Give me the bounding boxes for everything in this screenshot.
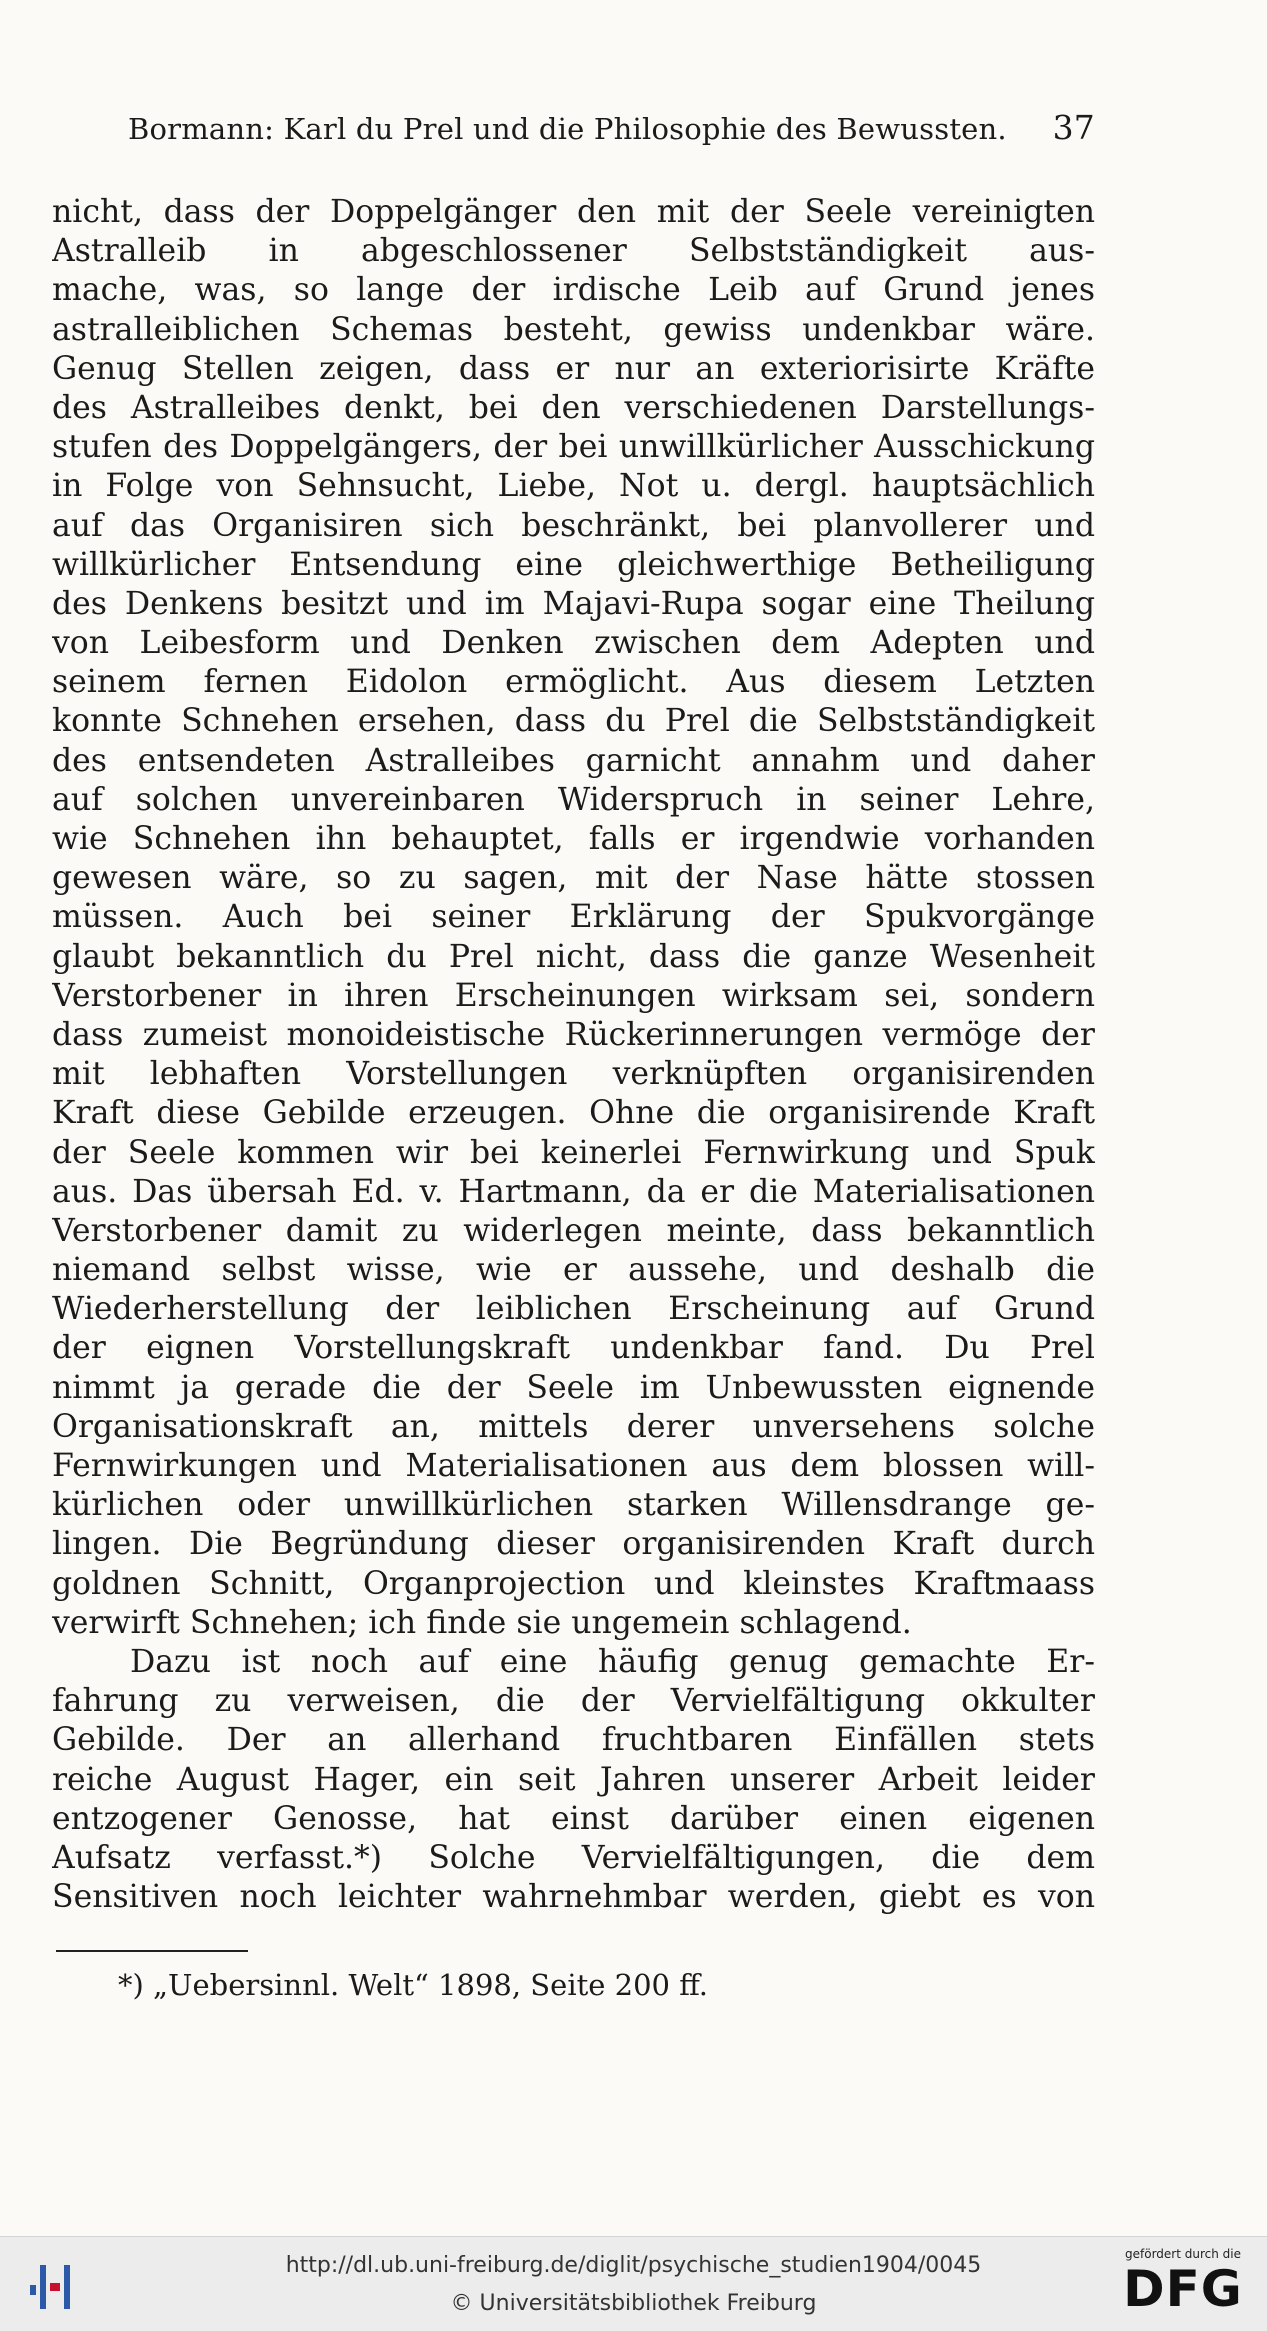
viewer-footer <box>0 2236 1267 2331</box>
text-line: glaubt bekanntlich du Prel nicht, dass die ganze Wesenheit <box>52 938 1095 975</box>
text-line: der eignen Vorstellungskraft undenkbar fand. Du Prel <box>52 1330 1095 1367</box>
footnote: *) „Uebersinnl. Welt“ 1898, Seite 200 ff. <box>118 1968 708 2002</box>
page-number: 37 <box>1052 108 1095 147</box>
text-line: Genug Stellen zeigen, dass er nur an exteriorisirte Kräfte <box>52 350 1095 387</box>
text-line: von Leibesform und Denken zwischen dem Adepten und <box>52 625 1095 662</box>
text-line: lingen. Die Begründung dieser organisirenden Kraft durch <box>52 1526 1095 1563</box>
dfg-logo <box>1117 2245 1249 2325</box>
text-line: nimmt ja gerade die der Seele im Unbewussten eignende <box>52 1369 1095 1406</box>
text-line: goldnen Schnitt, Organprojection und kleinstes Kraftmaass <box>52 1565 1095 1602</box>
text-line: des entsendeten Astralleibes garnicht annahm und daher <box>52 742 1095 779</box>
text-line: Kraft diese Gebilde erzeugen. Ohne die organisirende Kraft <box>52 1095 1095 1132</box>
text-line: in Folge von Sehnsucht, Liebe, Not u. dergl. hauptsächlich <box>52 468 1095 505</box>
text-line: Aufsatz verfasst.*) Solche Vervielfältigungen, die dem <box>52 1839 1095 1876</box>
text-line: Astralleib in abgeschlossener Selbstständigkeit aus- <box>52 233 1095 270</box>
text-line: des Astralleibes denkt, bei den verschiedenen Darstellungs- <box>52 389 1095 426</box>
text-line: reiche August Hager, ein seit Jahren unserer Arbeit leider <box>52 1761 1095 1798</box>
text-line: fahrung zu verweisen, die der Vervielfältigung okkulter <box>52 1683 1095 1720</box>
dfg-logo-text: DFG <box>1123 2260 1243 2318</box>
source-url[interactable]: http://dl.ub.uni-freiburg.de/diglit/psychische_studien1904/0045 <box>285 2253 982 2278</box>
text-line: stufen des Doppelgängers, der bei unwillkürlicher Ausschickung <box>52 429 1095 466</box>
text-line: auf solchen unvereinbaren Widerspruch in seiner Lehre, <box>52 781 1095 818</box>
text-line: Wiederherstellung der leiblichen Erscheinung auf Grund <box>52 1291 1095 1328</box>
text-line: wie Schnehen ihn behauptet, falls er irgendwie vorhanden <box>52 821 1095 857</box>
text-line: Verstorbener in ihren Erscheinungen wirksam sei, sondern <box>52 977 1095 1014</box>
text-line: mache, was, so lange der irdische Leib auf Grund jenes <box>52 272 1095 309</box>
text-line: seinem fernen Eidolon ermöglicht. Aus diesem Letzten <box>52 664 1095 701</box>
text-line: kürlichen oder unwillkürlichen starken Willensdrange ge- <box>52 1487 1095 1524</box>
text-line: der Seele kommen wir bei keinerlei Fernwirkung und Spuk <box>52 1134 1095 1171</box>
body-text <box>52 193 1095 1917</box>
text-line: auf das Organisiren sich beschränkt, bei planvollerer und <box>52 507 1095 544</box>
text-line: verwirft Schnehen; ich finde sie ungemein schlagend. <box>52 1604 912 1641</box>
text-line: astralleiblichen Schemas besteht, gewiss undenkbar wäre. <box>52 311 1095 348</box>
text-line: entzogener Genosse, hat einst darüber einen eigenen <box>52 1800 1095 1837</box>
copyright-notice: © Universitätsbibliothek Freiburg <box>450 2291 817 2316</box>
text-line: Sensitiven noch leichter wahrnehmbar werden, giebt es von <box>52 1879 1095 1916</box>
text-line: Verstorbener damit zu widerlegen meinte, dass bekanntlich <box>52 1212 1095 1249</box>
running-head <box>128 108 1095 147</box>
running-head-title: Bormann: Karl du Prel und die Philosophie des Bewussten. <box>128 112 1007 146</box>
text-line: Organisationskraft an, mittels derer unversehens solche <box>52 1408 1095 1445</box>
text-line: willkürlicher Entsendung eine gleichwerthige Betheiligung <box>52 546 1095 583</box>
text-line: mit lebhaften Vorstellungen verknüpften organisirenden <box>52 1056 1095 1093</box>
text-line: niemand selbst wisse, wie er aussehe, und deshalb die <box>52 1252 1095 1289</box>
text-line: konnte Schnehen ersehen, dass du Prel die Selbstständigkeit <box>52 703 1095 740</box>
text-line: gewesen wäre, so zu sagen, mit der Nase hätte stossen <box>52 860 1095 897</box>
text-line: dass zumeist monoideistische Rückerinnerungen vermöge der <box>52 1016 1095 1053</box>
text-line: müssen. Auch bei seiner Erklärung der Spukvorgänge <box>52 899 1095 936</box>
text-line: Dazu ist noch auf eine häufig genug gemachte Er- <box>130 1643 1095 1680</box>
text-line: des Denkens besitzt und im Majavi-Rupa sogar eine Theilung <box>52 585 1095 622</box>
text-line: Gebilde. Der an allerhand fruchtbaren Einfällen stets <box>52 1722 1095 1759</box>
text-line: aus. Das übersah Ed. v. Hartmann, da er die Materialisationen <box>52 1173 1095 1210</box>
text-line: Fernwirkungen und Materialisationen aus dem blossen will- <box>52 1448 1095 1484</box>
footnote-divider <box>56 1950 248 1952</box>
dfg-tagline: gefördert durch die <box>1125 2247 1241 2261</box>
text-line: nicht, dass der Doppelgänger den mit der Seele vereinigten <box>52 194 1095 230</box>
